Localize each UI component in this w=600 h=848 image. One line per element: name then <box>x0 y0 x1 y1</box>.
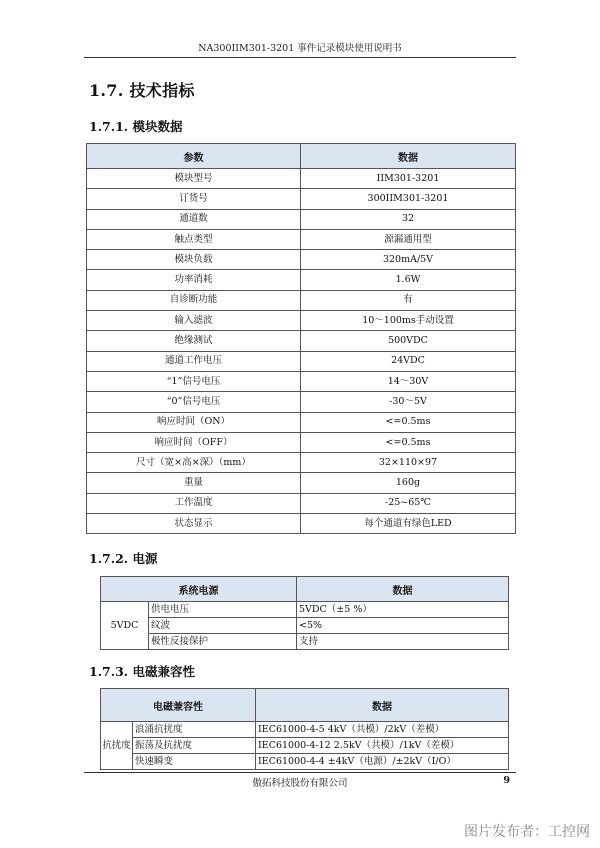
table-row <box>101 602 509 618</box>
table-row <box>87 290 516 310</box>
company-name: 傲拓科技股份有限公司 <box>252 778 348 789</box>
table-row <box>101 634 509 650</box>
table-row <box>87 412 516 432</box>
table-row <box>101 754 509 770</box>
emc-param-cell: 浪涌抗扰度 <box>133 722 256 738</box>
emc-table <box>100 688 509 770</box>
table-row <box>87 270 516 290</box>
param-cell: 自诊断功能 <box>87 290 301 310</box>
value-cell: <=0.5ms <box>301 412 516 432</box>
page-header: NA300IIM301-3201 事件记录模块使用说明书 <box>84 40 516 58</box>
param-cell: 输入滤波 <box>87 311 301 331</box>
page-footer <box>84 772 516 787</box>
power-param-cell: 极性反接保护 <box>149 634 297 650</box>
data-column-header: 数据 <box>301 144 516 169</box>
param-cell: 尺寸（宽×高×深）（mm） <box>87 453 301 473</box>
value-cell: 32×110×97 <box>301 453 516 473</box>
value-cell: IIM301-3201 <box>301 169 516 189</box>
param-cell: 模块型号 <box>87 169 301 189</box>
table-row <box>101 618 509 634</box>
value-cell: 24VDC <box>301 351 516 371</box>
value-cell: -25~65℃ <box>301 493 516 513</box>
page-number: 9 <box>503 775 510 786</box>
emc-value-cell: IEC61000-4-5 4kV（共模）/2kV（差模） <box>256 722 509 738</box>
table-header-row <box>87 144 516 169</box>
table-row <box>87 331 516 351</box>
power-value-cell: <5% <box>297 618 509 634</box>
param-cell: 响应时间（OFF） <box>87 432 301 452</box>
value-cell: 有 <box>301 290 516 310</box>
value-cell: 300IIM301-3201 <box>301 189 516 209</box>
param-cell: 通道工作电压 <box>87 351 301 371</box>
power-value-cell: 支持 <box>297 634 509 650</box>
emc-param-cell: 快速瞬变 <box>133 754 256 770</box>
emc-heading: 1.7.3. 电磁兼容性 <box>89 664 195 679</box>
emc-value-cell: IEC61000-4-12 2.5kV（共模）/1kV（差模） <box>256 738 509 754</box>
param-cell: 状态显示 <box>87 514 301 534</box>
table-row <box>87 250 516 270</box>
value-cell: <=0.5ms <box>301 432 516 452</box>
emc-value-cell: IEC61000-4-4 ±4kV（电源）/±2kV（I/O） <box>256 754 509 770</box>
table-row <box>87 493 516 513</box>
emc-param-cell: 振荡及抗扰度 <box>133 738 256 754</box>
table-row <box>87 351 516 371</box>
param-cell: 模块负载 <box>87 250 301 270</box>
table-row <box>87 371 516 391</box>
data-column-header: 数据 <box>297 577 509 602</box>
value-cell: 10～100ms手动设置 <box>301 311 516 331</box>
value-cell: 每个通道有绿色LED <box>301 514 516 534</box>
table-row <box>87 209 516 229</box>
table-row <box>101 738 509 754</box>
module-data-heading: 1.7.1. 模块数据 <box>89 119 183 134</box>
table-row <box>87 432 516 452</box>
value-cell: 320mA/5V <box>301 250 516 270</box>
table-row <box>87 311 516 331</box>
table-header-row <box>101 577 509 602</box>
data-column-header: 数据 <box>256 689 509 722</box>
system-power-column-header: 系统电源 <box>101 577 297 602</box>
table-row <box>101 722 509 738</box>
table-row <box>87 169 516 189</box>
emc-group-cell: 抗扰度 <box>101 722 133 770</box>
param-cell: 订货号 <box>87 189 301 209</box>
param-cell: 功率消耗 <box>87 270 301 290</box>
table-row <box>87 453 516 473</box>
value-cell: -30～5V <box>301 392 516 412</box>
table-row <box>87 189 516 209</box>
emc-column-header: 电磁兼容性 <box>101 689 256 722</box>
param-cell: 工作温度 <box>87 493 301 513</box>
table-row <box>87 229 516 249</box>
watermark: 图片发布者：工控网 <box>464 824 590 840</box>
module-data-table <box>86 143 516 534</box>
value-cell: 14～30V <box>301 371 516 391</box>
value-cell: 500VDC <box>301 331 516 351</box>
table-row <box>87 514 516 534</box>
power-table <box>100 576 509 650</box>
power-group-cell: 5VDC <box>101 602 149 650</box>
table-header-row <box>101 689 509 722</box>
param-cell: 响应时间（ON） <box>87 412 301 432</box>
power-heading: 1.7.2. 电源 <box>89 551 158 566</box>
value-cell: 源漏通用型 <box>301 229 516 249</box>
table-row <box>87 473 516 493</box>
power-value-cell: 5VDC（±5 %） <box>297 602 509 618</box>
param-cell: 绝缘测试 <box>87 331 301 351</box>
value-cell: 160g <box>301 473 516 493</box>
power-param-cell: 供电电压 <box>149 602 297 618</box>
param-cell: 重量 <box>87 473 301 493</box>
param-cell: “1”信号电压 <box>87 371 301 391</box>
value-cell: 32 <box>301 209 516 229</box>
power-param-cell: 纹波 <box>149 618 297 634</box>
section-title: 1.7. 技术指标 <box>89 81 195 100</box>
param-cell: 通道数 <box>87 209 301 229</box>
param-cell: 触点类型 <box>87 229 301 249</box>
value-cell: 1.6W <box>301 270 516 290</box>
table-row <box>87 392 516 412</box>
param-column-header: 参数 <box>87 144 301 169</box>
param-cell: “0”信号电压 <box>87 392 301 412</box>
